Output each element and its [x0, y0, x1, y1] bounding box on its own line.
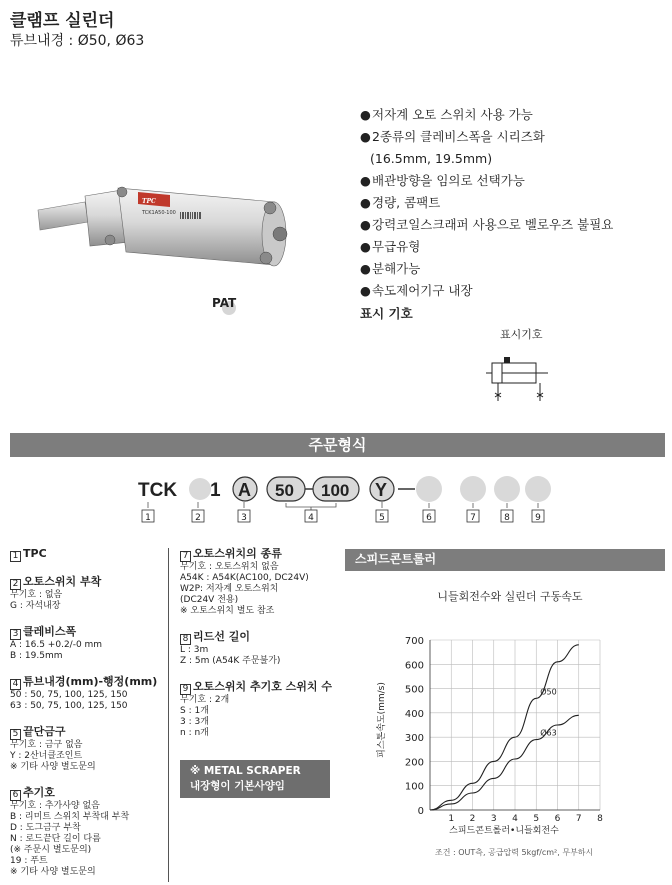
series-label: Ø50 — [540, 687, 557, 697]
feature-item: ●저자계 오토 스위치 사용 가능 — [360, 107, 533, 122]
speed-control-title: 스피드콘트롤러 — [355, 552, 437, 566]
box-number: 3 — [241, 513, 247, 523]
chart-condition: 조건 : OUT측, 공급압력 5kgf/cm², 무부하시 — [435, 848, 594, 857]
spec-row: ※ 기타 사양 별도문의 — [10, 867, 96, 877]
order-code-diagram — [130, 466, 560, 532]
symbol-title: 표시 기호 — [360, 306, 413, 321]
spec-row: B : 리미트 스위치 부착대 부착 — [10, 812, 130, 822]
spec-title: 5 끝단금구 — [10, 726, 168, 740]
box-number: 7 — [470, 513, 476, 523]
spec-row: n : n개 — [180, 728, 209, 738]
cylinder-symbol-icon — [480, 345, 560, 405]
cylinder-product-image — [30, 180, 300, 290]
y-tick-label: 400 — [404, 708, 424, 720]
spec-row: G : 자석내장 — [10, 601, 61, 611]
x-tick-label: 6 — [554, 814, 561, 824]
symbol-label: 표시기호 — [500, 328, 543, 341]
spec-row: A : 16.5 +0.2/-0 mm — [10, 640, 103, 650]
feature-item: (16.5mm, 19.5mm) — [370, 151, 493, 166]
y-tick-label: 200 — [404, 757, 424, 769]
spec-row: 무기호 : 오토스위치 없음 — [180, 562, 279, 572]
x-tick-label: 3 — [490, 814, 497, 824]
spec-row: 63 : 50, 75, 100, 125, 150 — [10, 701, 128, 711]
spec-row: 무기호 : 금구 없음 — [10, 740, 83, 750]
feature-item: ●속도제어기구 내장 — [360, 283, 473, 298]
box-number: 6 — [426, 513, 432, 523]
x-tick-label: 2 — [469, 814, 476, 824]
x-tick-label: 4 — [512, 814, 518, 824]
column-divider — [168, 548, 169, 882]
series-label: Ø63 — [540, 728, 557, 738]
spec-row: 3 : 3개 — [180, 717, 209, 727]
spec-title: 8 리드선 길이 — [180, 631, 340, 645]
order-banner-title: 주문형식 — [308, 436, 367, 454]
spec-column-2 — [180, 548, 340, 739]
page-subtitle: 튜브내경 : Ø50, Ø63 — [10, 33, 145, 49]
feature-item: ●강력코일스크래퍼 사용으로 벨로우즈 불필요 — [360, 217, 614, 232]
spec-row: (DC24V 전용) — [180, 595, 239, 605]
spec-row: L : 3m — [180, 645, 209, 655]
feature-item: ●분해가능 — [360, 261, 421, 276]
spec-row: (※ 주문시 별도문의) — [10, 845, 92, 855]
x-tick-label: 5 — [533, 814, 540, 824]
pat-label: PAT — [212, 296, 237, 310]
spec-title: 1 TPC — [10, 548, 168, 562]
page-title: 클램프 실린더 — [10, 11, 115, 31]
spec-title: 9 오토스위치 추기호 스위치 수 — [180, 681, 340, 695]
spec-title: 3 클레비스폭 — [10, 626, 168, 640]
spec-row: 무기호 : 추가사양 없음 — [10, 801, 100, 811]
spec-row: ※ 오토스위치 별도 참조 — [180, 606, 275, 616]
label-brand: TPC — [142, 198, 156, 205]
y-axis-label: 피스톤속도(mm/s) — [377, 682, 387, 758]
code-prefix: TCK — [138, 480, 178, 501]
spec-title: 4 튜브내경(mm)-행정(mm) — [10, 676, 168, 690]
feature-item: ●2종류의 클레비스폭을 시리즈화 — [360, 129, 545, 144]
speed-control-underline — [345, 569, 665, 571]
code-part-4: 100 — [321, 481, 350, 500]
spec-row: N : 로드끝단 길이 다름 — [10, 834, 101, 844]
box-number: 4 — [308, 513, 314, 523]
spec-title: 7 오토스위치의 종류 — [180, 548, 340, 562]
spec-row: A54K : A54K(AC100, DC24V) — [180, 573, 309, 583]
y-tick-label: 600 — [404, 660, 424, 672]
label-model: TCK1A50-100 — [142, 210, 176, 216]
box-number: 5 — [379, 513, 385, 523]
x-axis-label: 스피드콘트롤러•니들회전수 — [449, 826, 559, 836]
y-tick-label: 100 — [404, 781, 424, 793]
box-number: 9 — [535, 513, 541, 523]
box-number: 8 — [504, 513, 510, 523]
spec-title: 2 오토스위치 부착 — [10, 576, 168, 590]
y-tick-label: 500 — [404, 684, 424, 696]
speed-chart — [370, 610, 630, 850]
box-number: 2 — [195, 513, 201, 523]
chart-title: 니들회전수와 실린더 구동속도 — [437, 590, 583, 603]
spec-row: 50 : 50, 75, 100, 125, 150 — [10, 690, 128, 700]
spec-row: W2P: 저자계 오토스위치 — [180, 584, 279, 594]
x-tick-label: 7 — [575, 814, 582, 824]
feature-list — [360, 104, 613, 302]
spec-row: Z : 5m (A54K 주문불가) — [180, 656, 281, 666]
x-tick-label: 8 — [597, 814, 603, 824]
y-tick-label: 700 — [404, 636, 424, 647]
box-number: 1 — [145, 513, 151, 523]
spec-row: Y : 2산너클조인트 — [10, 751, 83, 761]
spec-row: 무기호 : 2개 — [180, 695, 230, 705]
spec-row: S : 1개 — [180, 706, 209, 716]
metal-scraper-note: ※ METAL SCRAPER 내장형이 기본사양임 — [180, 760, 330, 798]
spec-title: 6 추기호 — [10, 787, 168, 801]
code-part-5: Y — [375, 480, 388, 500]
code-part-2: A — [238, 480, 251, 500]
spec-row: 19 : 푸트 — [10, 856, 48, 866]
x-tick-label: 1 — [448, 814, 455, 824]
feature-item: ●무급유형 — [360, 239, 421, 254]
spec-row: ※ 기타 사양 별도문의 — [10, 762, 96, 772]
spec-row: 무기호 : 없음 — [10, 590, 63, 600]
code-part-1: 1 — [210, 480, 221, 501]
y-tick-label: 0 — [417, 806, 424, 817]
y-tick-label: 300 — [404, 733, 424, 745]
series-line-1 — [430, 645, 579, 810]
spec-column-1 — [10, 548, 168, 878]
spec-row: B : 19.5mm — [10, 651, 63, 661]
feature-item: ●경량, 콤팩트 — [360, 195, 441, 210]
code-part-3: 50 — [275, 481, 294, 500]
feature-item: ●배관방향을 임의로 선택가능 — [360, 173, 525, 188]
spec-row: D : 도그금구 부착 — [10, 823, 81, 833]
